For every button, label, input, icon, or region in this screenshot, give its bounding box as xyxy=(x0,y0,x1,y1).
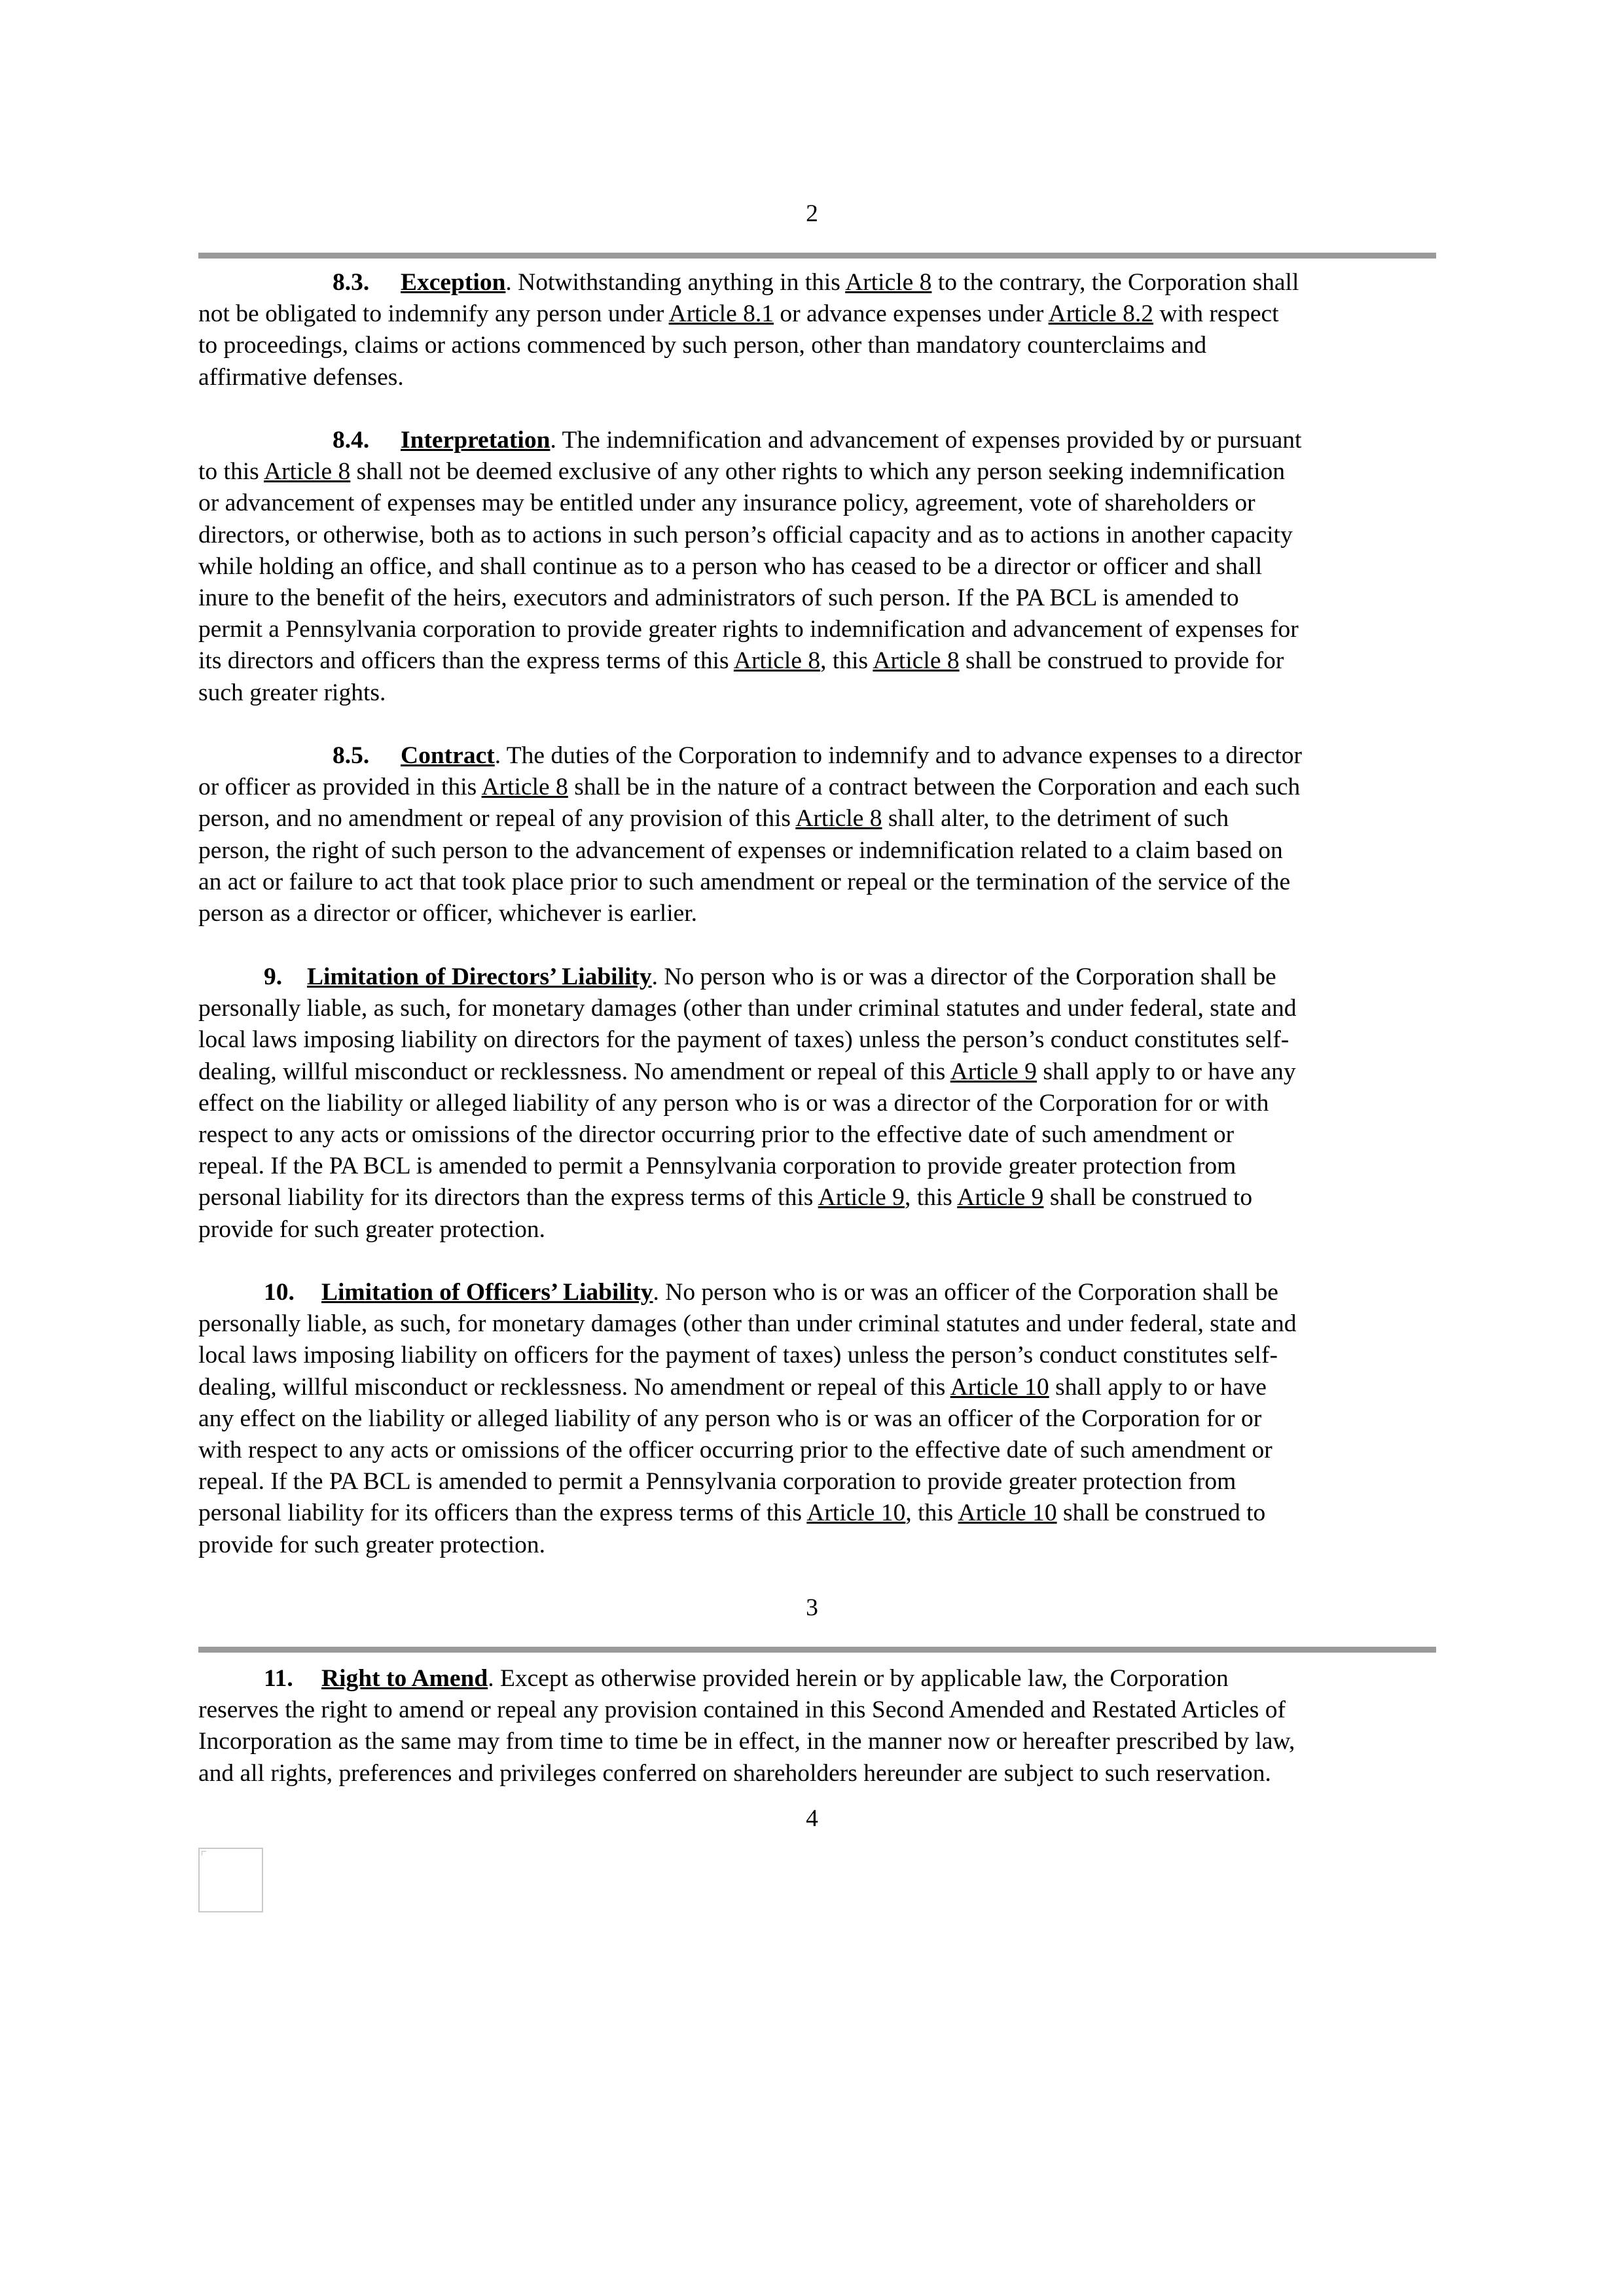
article-10-line-3: local laws imposing liability on officers for the payment of taxes) unless the person’s conduct constitutes self- xyxy=(198,1342,1278,1369)
body-text: shall be construed to xyxy=(1056,1499,1266,1527)
article-9-line-3: local laws imposing liability on directors for the payment of taxes) unless the person’s conduct constitutes self- xyxy=(198,1026,1290,1054)
body-text: with respect xyxy=(1153,300,1279,328)
section-8-4-line-9: such greater rights. xyxy=(198,679,386,706)
body-text: . Except as otherwise provided herein or by applicable law, the Corporation xyxy=(488,1665,1229,1692)
section-8-5 xyxy=(198,740,1436,929)
section-8-4-line-2 xyxy=(198,456,1436,488)
body-text: person, and no amendment or repeal of any provision of this xyxy=(198,805,796,833)
article-11-line-4: and all rights, preferences and privileges conferred on shareholders hereunder are subject to such reservation. xyxy=(198,1759,1271,1787)
body-text: shall be construed to provide for xyxy=(959,647,1284,675)
article-10-line-2: personally liable, as such, for monetary damages (other than under criminal statutes and under federal, state and xyxy=(198,1310,1297,1338)
section-8-3-line-1 xyxy=(198,267,1436,298)
article-10-line-9: provide for such greater protection. xyxy=(198,1531,545,1558)
article-reference-link[interactable]: Article 10 xyxy=(950,1373,1049,1401)
section-number: 8.3. xyxy=(333,269,370,296)
body-text: . Notwithstanding anything in this xyxy=(505,269,846,296)
section-heading: Contract xyxy=(401,742,495,769)
section-8-4-line-6: inure to the benefit of the heirs, executors and administrators of such person. If the PA BCL is amended to xyxy=(198,584,1239,612)
article-reference-link[interactable]: Article 8 xyxy=(481,774,568,801)
page-number: 4 xyxy=(806,1805,818,1832)
article-9-line-6: respect to any acts or omissions of the director occurring prior to the effective date of such amendment or xyxy=(198,1121,1235,1149)
body-text: shall be construed to xyxy=(1043,1184,1253,1211)
section-8-5-line-4: person, the right of such person to the advancement of expenses or indemnification related to a claim based on xyxy=(198,836,1283,864)
article-11-line-1 xyxy=(198,1663,1436,1695)
article-reference-link[interactable]: Article 10 xyxy=(958,1499,1057,1527)
article-9-line-8 xyxy=(198,1182,1436,1213)
article-10-line-5: any effect on the liability or alleged liability of any person who is or was an officer of the Corporation for or xyxy=(198,1405,1262,1432)
section-8-4-line-8 xyxy=(198,645,1436,677)
body-text: . The indemnification and advancement of expenses provided by or pursuant xyxy=(550,427,1302,454)
article-9-line-4 xyxy=(198,1056,1436,1088)
body-text: , this xyxy=(820,647,873,675)
article-heading: Right to Amend xyxy=(321,1665,488,1692)
section-8-3-line-2 xyxy=(198,298,1436,330)
article-10-line-1 xyxy=(198,1277,1436,1308)
article-10-line-8 xyxy=(198,1498,1436,1529)
section-heading: Exception xyxy=(401,269,506,296)
section-number: 8.5. xyxy=(333,742,370,769)
article-10-line-6: with respect to any acts or omissions of the officer occurring prior to the effective date of such amendment or xyxy=(198,1437,1272,1464)
article-9-line-1 xyxy=(198,961,1436,993)
section-8-5-line-3 xyxy=(198,803,1436,834)
section-8-4-line-5: while holding an office, and shall continue as to a person who has ceased to be a director or officer and shall xyxy=(198,552,1263,580)
body-text: not be obligated to indemnify any person under xyxy=(198,300,669,328)
section-8-3-line-3: to proceedings, claims or actions commenced by such person, other than mandatory counterclaims and xyxy=(198,332,1207,359)
body-text: . No person who is or was a director of the Corporation shall be xyxy=(651,963,1276,990)
article-9 xyxy=(198,961,1436,1246)
article-11 xyxy=(198,1663,1436,1789)
placeholder-corner-icon xyxy=(202,1851,206,1856)
section-8-5-line-1 xyxy=(198,740,1436,772)
article-11-line-3: Incorporation as the same may from time to time be in effect, in the manner now or hereafter prescribed by law, xyxy=(198,1728,1295,1755)
section-8-5-line-5: an act or failure to act that took place prior to such amendment or repeal or the termination of the service of the xyxy=(198,868,1291,895)
article-reference-link[interactable]: Article 8.1 xyxy=(668,300,774,328)
body-text: shall apply to or have xyxy=(1049,1373,1267,1401)
body-text: shall alter, to the detriment of such xyxy=(882,805,1229,833)
article-reference-link[interactable]: Article 8 xyxy=(733,647,821,675)
body-text: shall not be deemed exclusive of any other rights to which any person seeking indemnification xyxy=(350,458,1286,486)
section-8-3 xyxy=(198,267,1436,393)
body-text: to the contrary, the Corporation shall xyxy=(931,269,1299,296)
section-8-4-line-3: or advancement of expenses may be entitled under any insurance policy, agreement, vote of shareholders or xyxy=(198,490,1255,517)
article-reference-link[interactable]: Article 9 xyxy=(818,1184,905,1211)
article-heading: Limitation of Directors’ Liability xyxy=(307,963,652,990)
section-8-5-line-6: person as a director or officer, whichever is earlier. xyxy=(198,900,698,927)
section-8-4-line-1 xyxy=(198,425,1436,456)
body-text: to this xyxy=(198,458,264,486)
body-text: dealing, willful misconduct or recklessness. No amendment or repeal of this xyxy=(198,1058,950,1085)
section-8-4-line-4: directors, or otherwise, both as to actions in such person’s official capacity and as to actions in another capacity xyxy=(198,521,1293,548)
article-9-line-9: provide for such greater protection. xyxy=(198,1215,545,1243)
section-8-4-line-7: permit a Pennsylvania corporation to provide greater rights to indemnification and advancement of expenses for xyxy=(198,616,1299,643)
article-9-line-5: effect on the liability or alleged liability of any person who is or was a director of the Corporation for or with xyxy=(198,1089,1269,1117)
article-10 xyxy=(198,1277,1436,1561)
body-text: shall be in the nature of a contract between the Corporation and each such xyxy=(568,774,1301,801)
article-reference-link[interactable]: Article 10 xyxy=(806,1499,906,1527)
body-text: . The duties of the Corporation to indemnify and to advance expenses to a director xyxy=(494,742,1303,769)
page-number: 2 xyxy=(806,200,818,227)
page-number: 3 xyxy=(806,1594,818,1621)
section-8-4 xyxy=(198,425,1436,709)
article-10-line-4 xyxy=(198,1372,1436,1403)
body-text: . No person who is or was an officer of the Corporation shall be xyxy=(653,1279,1278,1306)
body-text: dealing, willful misconduct or recklessness. No amendment or repeal of this xyxy=(198,1373,950,1401)
article-number: 11. xyxy=(264,1665,293,1692)
image-placeholder xyxy=(198,1848,263,1912)
section-number: 8.4. xyxy=(333,427,370,454)
article-reference-link[interactable]: Article 8.2 xyxy=(1048,300,1153,328)
article-reference-link[interactable]: Article 9 xyxy=(950,1058,1037,1085)
body-text: shall apply to or have any xyxy=(1036,1058,1296,1085)
article-heading: Limitation of Officers’ Liability xyxy=(321,1279,653,1306)
article-9-line-2: personally liable, as such, for monetary damages (other than under criminal statutes and under federal, state and xyxy=(198,995,1297,1022)
article-reference-link[interactable]: Article 8 xyxy=(264,458,351,486)
body-text: , this xyxy=(904,1184,958,1211)
article-9-line-7: repeal. If the PA BCL is amended to permit a Pennsylvania corporation to provide greater protection from xyxy=(198,1153,1236,1180)
article-reference-link[interactable]: Article 8 xyxy=(873,647,960,675)
article-reference-link[interactable]: Article 8 xyxy=(795,805,882,833)
page-divider-rule xyxy=(198,1647,1436,1653)
section-8-5-line-2 xyxy=(198,772,1436,803)
page-divider-rule xyxy=(198,253,1436,259)
body-text: or officer as provided in this xyxy=(198,774,482,801)
body-text: its directors and officers than the express terms of this xyxy=(198,647,734,675)
body-text: personal liability for its directors than the express terms of this xyxy=(198,1184,818,1211)
section-8-3-line-4: affirmative defenses. xyxy=(198,363,404,391)
body-text: personal liability for its officers than the express terms of this xyxy=(198,1499,807,1527)
article-11-line-2: reserves the right to amend or repeal any provision contained in this Second Amended and Restated Articles of xyxy=(198,1696,1286,1724)
article-reference-link[interactable]: Article 9 xyxy=(957,1184,1044,1211)
article-reference-link[interactable]: Article 8 xyxy=(845,269,932,296)
article-10-line-7: repeal. If the PA BCL is amended to permit a Pennsylvania corporation to provide greater protection from xyxy=(198,1468,1236,1496)
body-text: , this xyxy=(905,1499,958,1527)
article-number: 9. xyxy=(264,963,283,990)
article-number: 10. xyxy=(264,1279,295,1306)
body-text: or advance expenses under xyxy=(773,300,1049,328)
section-heading: Interpretation xyxy=(401,427,550,454)
